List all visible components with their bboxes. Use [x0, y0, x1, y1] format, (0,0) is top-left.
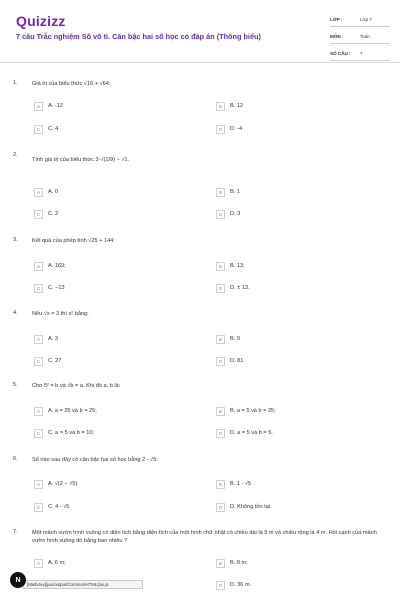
option-b[interactable]: [216, 558, 248, 568]
meta-label: LỚP :: [330, 17, 343, 22]
meta-value: 7: [360, 51, 363, 56]
option-letter-box: A: [34, 480, 43, 489]
question-number: 5.: [13, 382, 18, 388]
option-letter-box: C: [34, 357, 43, 366]
question-2: [13, 152, 385, 227]
option-text: D. ± 13.: [230, 285, 250, 291]
question-6: [13, 456, 385, 518]
option-letter-box: D: [216, 210, 225, 219]
option-letter-box: A: [34, 407, 43, 416]
option-text: A. 3: [48, 336, 58, 342]
option-c[interactable]: [34, 283, 65, 293]
option-c[interactable]: [34, 356, 61, 366]
page-title: 7 câu Trắc nghiệm Số vô tỉ. Căn bậc hai số học có đáp án (Thông hiểu): [16, 32, 261, 41]
option-letter-box: A: [34, 188, 43, 197]
option-text: D. 36 m.: [230, 582, 252, 588]
option-a[interactable]: [34, 479, 77, 489]
option-text: C. 4 - √5: [48, 504, 70, 510]
option-b[interactable]: [216, 334, 240, 344]
option-letter-box: A: [34, 102, 43, 111]
question-number: 6.: [13, 456, 18, 462]
option-letter-box: C: [34, 284, 43, 293]
option-d[interactable]: [216, 580, 251, 590]
option-letter-box: A: [34, 335, 43, 344]
option-letter-box: B: [216, 480, 225, 489]
mathjax-loading-tooltip: [MathJax]/jax/output/CommonHTML/jax.js: [23, 580, 143, 589]
option-text: A. 0: [48, 189, 58, 195]
option-text: B. 8 m;: [230, 560, 248, 566]
question-number: 7.: [13, 529, 18, 535]
question-text: Một mảnh vườn hình vuông có diện tích bằng diện tích của một hình chữ nhật có chiều dài là 9 m và chiều rộng là 4 m. Hỏi cạnh của mảnh vườn hình vuông đó bằng bao nhiêu ?: [32, 530, 377, 544]
option-c[interactable]: [34, 428, 94, 438]
meta-label: MÔN :: [330, 34, 344, 39]
question-number: 4.: [13, 310, 18, 316]
meta-row-count: [330, 47, 390, 61]
meta-row-subject: [330, 30, 390, 44]
option-c[interactable]: [34, 124, 58, 134]
option-text: A. a = 25 và b = 25;: [48, 408, 97, 414]
option-text: D. Không tồn tại.: [230, 504, 272, 510]
option-letter-box: B: [216, 335, 225, 344]
option-letter-box: D: [216, 429, 225, 438]
quizizz-logo: Quizizz: [16, 13, 66, 29]
option-d[interactable]: [216, 283, 250, 293]
option-b[interactable]: [216, 101, 243, 111]
question-4: [13, 310, 385, 370]
option-a[interactable]: [34, 406, 97, 416]
option-a[interactable]: [34, 261, 66, 271]
option-a[interactable]: [34, 558, 66, 568]
meta-panel: [330, 13, 390, 64]
option-a[interactable]: [34, 334, 58, 344]
option-letter-box: B: [216, 188, 225, 197]
option-letter-box: D: [216, 357, 225, 366]
option-text: B. 13;: [230, 263, 245, 269]
meta-value: Toán: [360, 34, 370, 39]
option-c[interactable]: [34, 502, 69, 512]
option-d[interactable]: [216, 428, 273, 438]
option-text: D. 81: [230, 358, 244, 364]
question-text: Giá trị của biểu thức √16 + √64:: [32, 81, 111, 87]
option-a[interactable]: [34, 187, 58, 197]
option-b[interactable]: [216, 187, 240, 197]
question-text: Số nào sau đây có căn bậc hai số học bằng 2 - √5:: [32, 457, 158, 463]
question-number: 2.: [13, 152, 18, 158]
option-text: D. -4: [230, 126, 243, 132]
option-text: C. −13: [48, 285, 65, 291]
option-text: B. 1 - √5: [230, 481, 252, 487]
option-b[interactable]: [216, 479, 251, 489]
question-number: 3.: [13, 237, 18, 243]
option-d[interactable]: [216, 356, 243, 366]
option-c[interactable]: [34, 209, 58, 219]
option-text: B. 12: [230, 103, 244, 109]
meta-label: SỐ CÂU :: [330, 51, 351, 56]
option-letter-box: D: [216, 581, 225, 590]
option-letter-box: C: [34, 429, 43, 438]
question-text: Kết quả của phép tính √25 + 144:: [32, 238, 115, 244]
option-letter-box: B: [216, 407, 225, 416]
document-header: [0, 0, 400, 63]
question-text: Tính giá trị của biểu thức 3·√(1/9) − √1.: [32, 157, 130, 163]
option-text: C. a = 5 và b = 10;: [48, 430, 95, 436]
option-d[interactable]: [216, 209, 240, 219]
option-text: C. 2: [48, 211, 59, 217]
option-text: A. 6 m;: [48, 560, 66, 566]
question-text: Nếu √x = 3 thì x² bằng:: [32, 311, 89, 317]
option-b[interactable]: [216, 261, 245, 271]
option-d[interactable]: [216, 124, 242, 134]
option-text: B. a = 5 và b = 25;: [230, 408, 276, 414]
question-5: [13, 382, 385, 442]
option-letter-box: D: [216, 284, 225, 293]
option-letter-box: C: [34, 125, 43, 134]
option-text: D. a = 5 và b = 5.: [230, 430, 273, 436]
option-letter-box: A: [34, 262, 43, 271]
option-letter-box: C: [34, 503, 43, 512]
option-text: C. 27: [48, 358, 62, 364]
option-d[interactable]: [216, 502, 272, 512]
option-letter-box: D: [216, 503, 225, 512]
question-number: 1.: [13, 80, 18, 86]
option-letter-box: D: [216, 125, 225, 134]
corner-n-button[interactable]: N: [10, 572, 26, 588]
option-letter-box: A: [34, 559, 43, 568]
option-b[interactable]: [216, 406, 276, 416]
meta-value: Lớp 7: [360, 17, 372, 22]
option-text: B. 1: [230, 189, 240, 195]
option-a[interactable]: [34, 101, 63, 111]
option-letter-box: C: [34, 210, 43, 219]
option-text: A. √(2 − √5): [48, 481, 78, 487]
option-text: B. 9: [230, 336, 240, 342]
option-letter-box: B: [216, 262, 225, 271]
option-letter-box: B: [216, 102, 225, 111]
option-text: A. -12: [48, 103, 63, 109]
question-text: Cho 5² = b và √b = a. Khi đó a, b là:: [32, 383, 121, 389]
option-text: C. 4: [48, 126, 59, 132]
question-3: [13, 237, 385, 297]
option-text: D. 3: [230, 211, 241, 217]
question-1: [13, 80, 385, 140]
meta-row-class: [330, 13, 390, 27]
option-text: A. 169;: [48, 263, 66, 269]
option-letter-box: B: [216, 559, 225, 568]
